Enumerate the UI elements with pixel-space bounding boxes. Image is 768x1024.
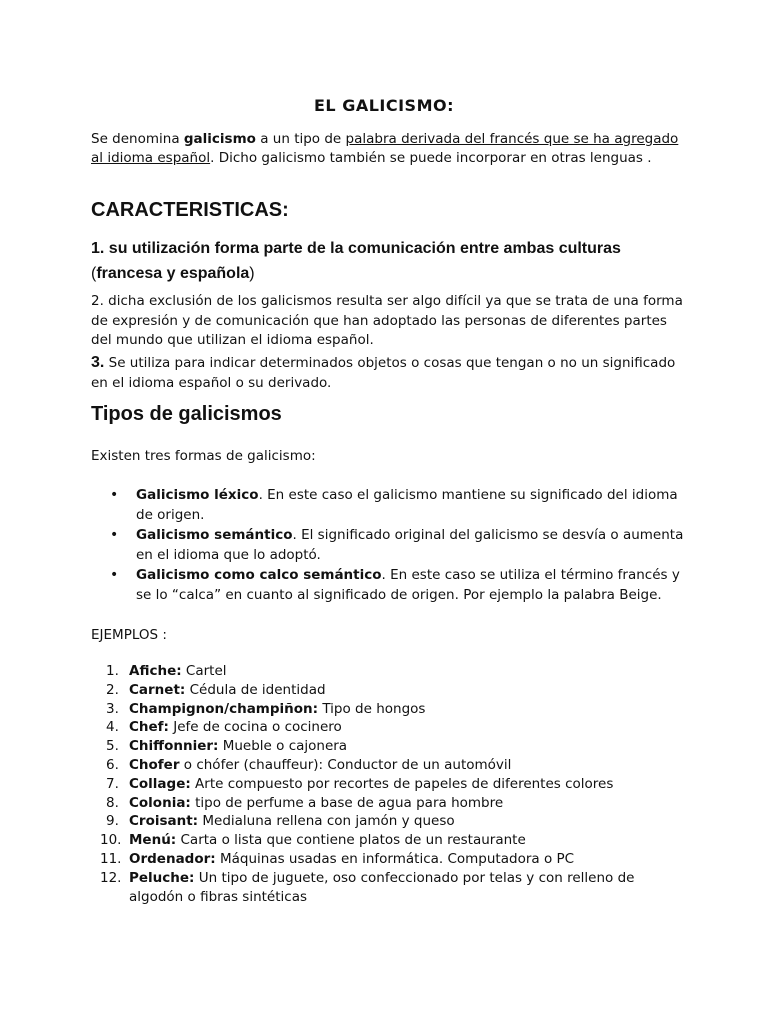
tipo-term: Galicismo léxico xyxy=(136,487,259,503)
intro-paragraph xyxy=(91,130,691,168)
caracteristica-item-1 xyxy=(91,236,691,286)
list-item xyxy=(110,565,690,605)
caracteristica-1-open-paren: ( xyxy=(91,265,97,282)
example-term: Champignon/champiñon: xyxy=(129,700,319,717)
bullet-icon: • xyxy=(110,527,119,543)
tipos-intro: Existen tres formas de galicismo: xyxy=(91,448,316,464)
example-desc: Carta o lista que contiene platos de un restaurante xyxy=(176,832,526,849)
item-number: 2. xyxy=(106,681,119,698)
list-item xyxy=(91,700,691,719)
list-item xyxy=(110,485,690,525)
ejemplos-heading: EJEMPLOS : xyxy=(91,627,167,643)
example-term: Colonia: xyxy=(129,794,191,811)
list-item xyxy=(91,794,691,813)
list-item xyxy=(91,812,691,831)
example-desc: Mueble o cajonera xyxy=(218,738,348,755)
item-number: 9. xyxy=(106,813,119,830)
example-desc: Máquinas usadas en informática. Computadora o PC xyxy=(215,850,575,867)
tipo-term: Galicismo semántico xyxy=(136,527,293,543)
ejemplos-list xyxy=(91,662,691,906)
list-item xyxy=(91,869,691,907)
tipo-desc: . En este caso se utiliza el término francés y se lo “calca” en cuanto al significado de origen. Por ejemplo la palabra Beige. xyxy=(136,567,680,603)
example-term: Ordenador: xyxy=(129,850,216,867)
list-item xyxy=(91,850,691,869)
intro-underlined-text: palabra derivada del francés que se ha agregado al idioma español xyxy=(91,131,679,166)
tipo-desc: . El significado original del galicismo se desvía o aumenta en el idioma que lo adoptó. xyxy=(136,527,684,563)
example-term: Carnet: xyxy=(129,681,186,698)
example-desc: tipo de perfume a base de agua para hombre xyxy=(190,794,504,811)
item-number: 7. xyxy=(106,775,119,792)
caracteristica-item-3 xyxy=(91,353,691,393)
example-desc: Cédula de identidad xyxy=(185,681,326,698)
caracteristica-3-number: 3. xyxy=(91,354,105,371)
example-term: Afiche: xyxy=(129,663,182,679)
bullet-icon: • xyxy=(110,567,119,583)
example-term: Chofer xyxy=(129,756,180,773)
item-number: 11. xyxy=(100,850,122,867)
page-title: EL GALICISMO: xyxy=(314,96,454,115)
example-term: Croisant: xyxy=(129,813,199,830)
example-desc: Un tipo de juguete, oso confeccionado por telas y con relleno de algodón o fibras sintéticas xyxy=(129,869,635,905)
item-number: 3. xyxy=(106,700,119,717)
example-desc: Medialuna rellena con jamón y queso xyxy=(198,813,455,830)
intro-suffix: . Dicho galicismo también se puede incorporar en otras lenguas . xyxy=(210,150,652,166)
intro-middle: a un tipo de xyxy=(255,131,346,147)
item-number: 10. xyxy=(100,832,122,849)
list-item xyxy=(91,831,691,850)
item-number: 6. xyxy=(106,756,119,773)
caracteristica-1-close-paren: ) xyxy=(249,265,255,282)
list-item xyxy=(91,737,691,756)
list-item xyxy=(91,662,691,681)
example-desc: Jefe de cocina o cocinero xyxy=(168,719,342,736)
intro-prefix: Se denomina xyxy=(91,131,184,147)
example-term: Collage: xyxy=(129,775,191,792)
item-number: 5. xyxy=(106,738,119,755)
tipos-bullet-list xyxy=(110,485,690,605)
tipo-desc: . En este caso el galicismo mantiene su significado del idioma de origen. xyxy=(136,487,678,523)
list-item xyxy=(91,775,691,794)
bullet-icon: • xyxy=(110,487,119,503)
example-term: Chiffonnier: xyxy=(129,738,219,755)
list-item xyxy=(110,525,690,565)
tipo-term: Galicismo como calco semántico xyxy=(136,567,382,583)
intro-bold-word: galicismo xyxy=(183,131,256,147)
tipos-heading: Tipos de galicismos xyxy=(91,403,282,425)
example-desc: Arte compuesto por recortes de papeles de diferentes colores xyxy=(190,775,614,792)
example-term: Peluche: xyxy=(129,869,195,886)
caracteristica-1-text: 1. su utilización forma parte de la comunicación entre ambas culturas xyxy=(91,240,621,257)
example-desc: Tipo de hongos xyxy=(318,700,426,717)
item-number: 12. xyxy=(100,869,122,886)
list-item xyxy=(91,756,691,775)
caracteristica-1-bold: francesa y española xyxy=(96,265,250,282)
item-number: 1. xyxy=(106,663,119,679)
list-item xyxy=(91,718,691,737)
caracteristica-item-2: 2. dicha exclusión de los galicismos resulta ser algo difícil ya que se trata de una forma de expresión y de comunicación que han adoptado las personas de diferentes partes del mundo que utilizan el idioma español. xyxy=(91,293,683,348)
item-number: 4. xyxy=(106,719,119,736)
caracteristica-3-text: Se utiliza para indicar determinados objetos o cosas que tengan o no un significado en el idioma español o su derivado. xyxy=(91,355,676,391)
example-desc: o chófer (chauffeur): Conductor de un automóvil xyxy=(179,756,512,773)
example-term: Menú: xyxy=(129,832,177,849)
list-item xyxy=(91,681,691,700)
example-term: Chef: xyxy=(129,719,169,736)
caracteristicas-heading: CARACTERISTICAS: xyxy=(91,199,289,221)
item-number: 8. xyxy=(106,794,119,811)
example-desc: Cartel xyxy=(181,663,227,679)
